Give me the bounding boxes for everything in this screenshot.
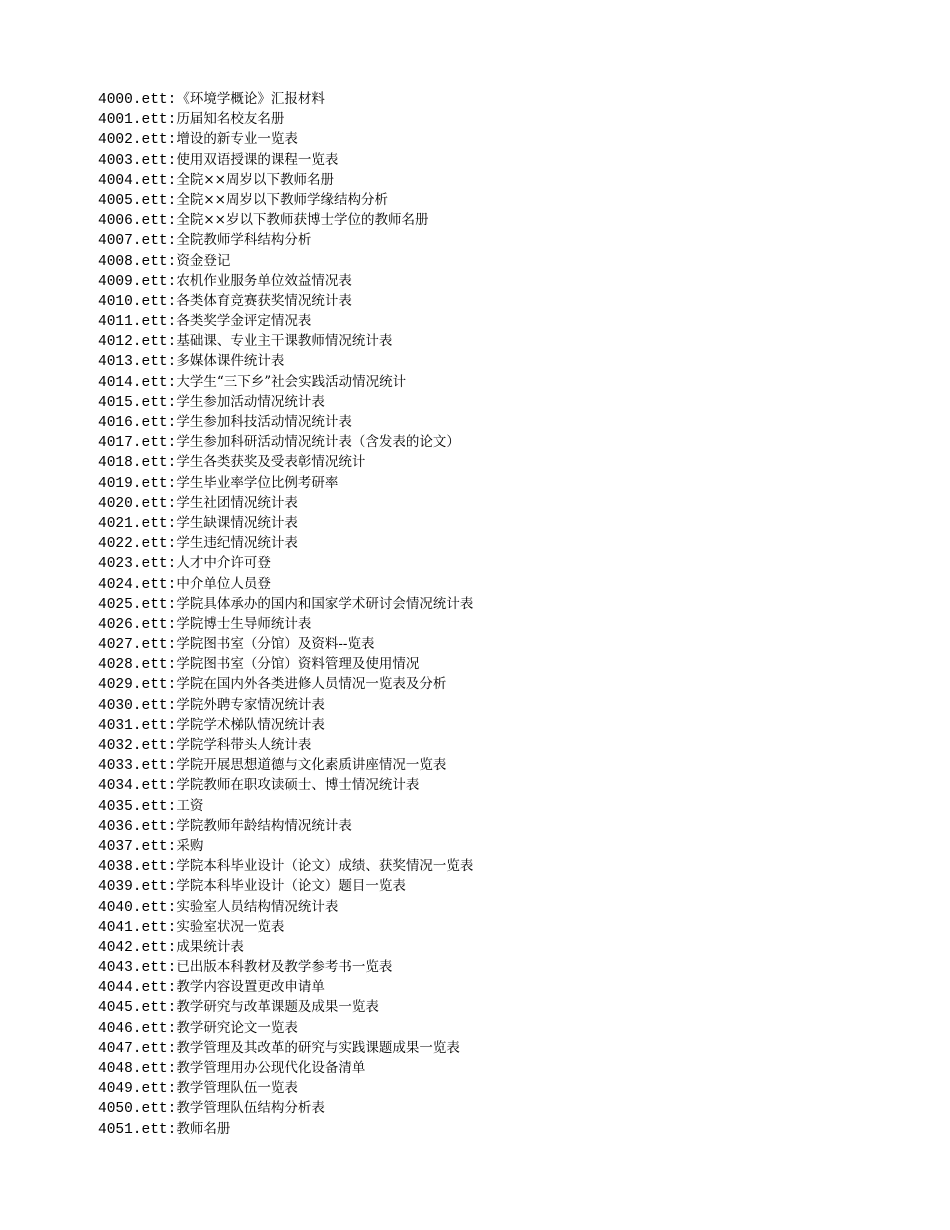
file-description: 全院××岁以下教师获博士学位的教师名册: [176, 212, 429, 229]
list-item: [98, 997, 473, 1017]
list-item: [98, 89, 473, 109]
list-item: [98, 372, 473, 392]
file-name: 4017.ett:: [98, 435, 177, 452]
file-name: 4029.ett:: [98, 677, 177, 694]
list-item: [98, 412, 473, 432]
file-description: 学院本科毕业设计（论文）题目一览表: [176, 878, 406, 895]
file-name: 4003.ett:: [98, 152, 177, 169]
file-description: 学院学科带头人统计表: [176, 737, 312, 753]
file-name: 4016.ett:: [98, 415, 177, 431]
list-item: [98, 1038, 473, 1058]
file-description: 教学管理队伍结构分析表: [176, 1100, 325, 1117]
file-name: 4018.ett:: [98, 455, 177, 472]
file-name: 4005.ett:: [98, 192, 177, 209]
file-description: 历届知名校友名册: [176, 111, 285, 128]
file-description: 学生缺课情况统计表: [176, 514, 298, 531]
list-item: [98, 170, 473, 190]
file-description: 学院博士生导师统计表: [176, 615, 312, 632]
list-item: [98, 553, 473, 573]
list-item: [98, 452, 473, 472]
file-name: 4011.ett:: [98, 314, 177, 331]
file-name: 4028.ett:: [98, 657, 177, 674]
file-name: 4043.ett:: [98, 960, 177, 977]
file-name: 4034.ett:: [98, 778, 177, 795]
file-list: [98, 89, 473, 1139]
file-name: 4046.ett:: [98, 1020, 177, 1037]
file-description: 教学管理队伍一览表: [176, 1080, 298, 1097]
file-name: 4048.ett:: [98, 1061, 177, 1077]
list-item: [98, 311, 473, 331]
file-description: 学生参加活动情况统计表: [176, 393, 325, 410]
list-item: [98, 917, 473, 937]
file-description: 教学研究与改革课题及成果一览表: [176, 999, 379, 1016]
file-description: 《环境学概论》汇报材料: [176, 91, 325, 107]
file-name: 4035.ett:: [98, 798, 177, 815]
file-name: 4006.ett:: [98, 213, 177, 230]
file-name: 4013.ett:: [98, 354, 177, 371]
file-description: 大学生“三下乡”社会实践活动情况统计: [176, 373, 407, 390]
file-description: 采购: [176, 837, 204, 854]
list-item: [98, 271, 473, 291]
file-name: 4027.ett:: [98, 637, 177, 654]
list-item: [98, 897, 473, 917]
list-item: [98, 1119, 473, 1139]
file-name: 4026.ett:: [98, 616, 177, 633]
file-name: 4004.ett:: [98, 172, 177, 189]
list-item: [98, 190, 473, 210]
file-description: 学院具体承办的国内和国家学术研讨会情况统计表: [176, 595, 474, 612]
file-description: 学院外聘专家情况统计表: [176, 696, 325, 713]
file-description: 学院学术梯队情况统计表: [176, 716, 325, 733]
file-description: 人才中介许可登: [176, 555, 271, 572]
file-name: 4001.ett:: [98, 112, 177, 129]
file-name: 4041.ett:: [98, 919, 177, 936]
file-name: 4002.ett:: [98, 132, 177, 149]
list-item: [98, 735, 473, 755]
list-item: [98, 210, 473, 230]
list-item: [98, 513, 473, 533]
file-description: 学院在国内外各类进修人员情况一览表及分析: [176, 676, 447, 693]
file-description: 教学内容设置更改申请单: [176, 979, 325, 996]
file-description: 各类奖学金评定情况表: [176, 313, 312, 330]
file-name: 4009.ett:: [98, 273, 177, 290]
file-description: 成果统计表: [176, 938, 244, 955]
list-item: [98, 816, 473, 836]
file-name: 4047.ett:: [98, 1040, 177, 1057]
list-item: [98, 654, 473, 674]
file-description: 全院××周岁以下教师名册: [176, 171, 334, 188]
file-description: 工资: [176, 797, 204, 814]
file-name: 4021.ett:: [98, 515, 177, 532]
file-name: 4039.ett:: [98, 879, 177, 896]
list-item: [98, 977, 473, 997]
file-description: 学院本科毕业设计（论文）成绩、获奖情况一览表: [176, 858, 474, 875]
list-item: [98, 796, 473, 816]
file-description: 学生毕业率学位比例考研率: [176, 474, 339, 491]
file-name: 4015.ett:: [98, 394, 177, 411]
list-item: [98, 432, 473, 452]
file-name: 4012.ett:: [98, 334, 177, 351]
file-description: 已出版本科教材及教学参考书一览表: [176, 959, 393, 976]
file-name: 4032.ett:: [98, 738, 177, 754]
file-description: 学院开展思想道德与文化素质讲座情况一览表: [176, 757, 447, 774]
list-item: [98, 957, 473, 977]
file-description: 学院图书室（分馆）及资料--览表: [176, 636, 375, 653]
file-description: 使用双语授课的课程一览表: [176, 151, 339, 168]
file-description: 教学研究论文一览表: [176, 1019, 298, 1036]
file-description: 基础课、专业主干课教师情况统计表: [176, 333, 393, 350]
file-name: 4042.ett:: [98, 939, 177, 956]
list-item: [98, 533, 473, 553]
file-description: 学院图书室（分馆）资料管理及使用情况: [176, 656, 420, 673]
list-item: [98, 129, 473, 149]
list-item: [98, 614, 473, 634]
file-name: 4045.ett:: [98, 1000, 177, 1017]
file-name: 4019.ett:: [98, 475, 177, 492]
file-name: 4010.ett:: [98, 293, 177, 310]
file-name: 4049.ett:: [98, 1081, 177, 1098]
file-description: 教学管理及其改革的研究与实践课题成果一览表: [176, 1039, 460, 1056]
file-description: 全院××周岁以下教师学缘结构分析: [176, 191, 388, 208]
list-item: [98, 775, 473, 795]
file-name: 4000.ett:: [98, 92, 177, 108]
file-name: 4044.ett:: [98, 980, 177, 997]
file-name: 4022.ett:: [98, 536, 177, 553]
list-item: [98, 109, 473, 129]
file-name: 4038.ett:: [98, 859, 177, 876]
file-description: 增设的新专业一览表: [176, 131, 298, 148]
list-item: [98, 251, 473, 271]
file-description: 中介单位人员登: [176, 575, 271, 592]
file-name: 4020.ett:: [98, 495, 177, 512]
file-description: 全院教师学科结构分析: [176, 232, 312, 249]
file-name: 4023.ett:: [98, 556, 177, 573]
file-description: 学生各类获奖及受表彰情况统计: [176, 454, 366, 471]
file-name: 4008.ett:: [98, 253, 177, 270]
list-item: [98, 755, 473, 775]
file-name: 4014.ett:: [98, 374, 177, 391]
file-description: 实验室人员结构情况统计表: [176, 898, 339, 915]
list-item: [98, 1078, 473, 1098]
file-description: 多媒体课件统计表: [176, 353, 285, 370]
file-name: 4024.ett:: [98, 576, 177, 593]
list-item: [98, 331, 473, 351]
list-item: [98, 291, 473, 311]
list-item: [98, 674, 473, 694]
list-item: [98, 493, 473, 513]
list-item: [98, 695, 473, 715]
list-item: [98, 150, 473, 170]
list-item: [98, 715, 473, 735]
file-description: 学生违纪情况统计表: [176, 535, 298, 552]
file-description: 各类体育竞赛获奖情况统计表: [176, 292, 352, 309]
file-name: 4025.ett:: [98, 596, 177, 613]
list-item: [98, 1098, 473, 1118]
list-item: [98, 351, 473, 371]
file-description: 教学管理用办公现代化设备清单: [176, 1060, 366, 1076]
list-item: [98, 876, 473, 896]
file-name: 4030.ett:: [98, 697, 177, 714]
list-item: [98, 634, 473, 654]
file-description: 学院教师在职攻读硕士、博士情况统计表: [176, 777, 420, 794]
file-name: 4033.ett:: [98, 758, 177, 775]
file-description: 实验室状况一览表: [176, 918, 285, 935]
list-item: [98, 836, 473, 856]
file-description: 农机作业服务单位效益情况表: [176, 272, 352, 289]
list-item: [98, 1018, 473, 1038]
file-name: 4040.ett:: [98, 899, 177, 916]
file-description: 资金登记: [176, 252, 231, 269]
file-description: 学生参加科研活动情况统计表（含发表的论文）: [176, 434, 460, 451]
file-name: 4050.ett:: [98, 1101, 177, 1118]
list-item: [98, 230, 473, 250]
file-name: 4031.ett:: [98, 717, 177, 734]
list-item: [98, 1058, 473, 1078]
file-description: 教师名册: [176, 1120, 231, 1137]
list-item: [98, 856, 473, 876]
list-item: [98, 594, 473, 614]
file-name: 4051.ett:: [98, 1121, 177, 1138]
file-description: 学生参加科技活动情况统计表: [176, 414, 352, 430]
list-item: [98, 937, 473, 957]
file-description: 学生社团情况统计表: [176, 494, 298, 511]
list-item: [98, 473, 473, 493]
file-description: 学院教师年龄结构情况统计表: [176, 817, 352, 834]
list-item: [98, 392, 473, 412]
file-name: 4007.ett:: [98, 233, 177, 250]
file-name: 4037.ett:: [98, 838, 177, 855]
list-item: [98, 574, 473, 594]
file-name: 4036.ett:: [98, 818, 177, 835]
